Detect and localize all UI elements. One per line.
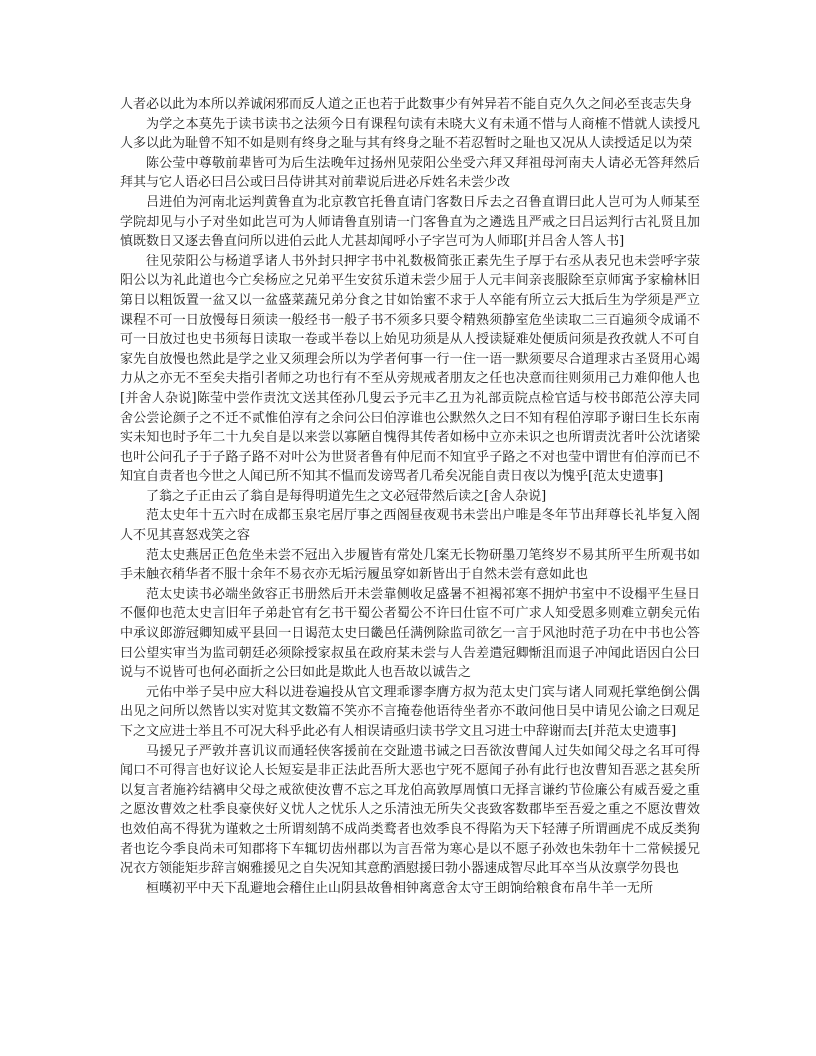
paragraph: 陈公莹中尊敬前辈皆可为后生法晚年过扬州见荥阳公坐受六拜又拜祖母河南夫人请必无答拜然后拜其与它人语必曰吕公或曰吕侍讲其对前辈说后进必斥姓名未尝少改	[120, 155, 700, 191]
document-page	[120, 95, 700, 898]
paragraph: 吕进伯为河南北运判黄鲁直为北京教官托鲁直请门客数日斥去之召鲁直谓曰此人岂可为人师某至学院却见与小子对坐如此岂可为人师请鲁直别请一门客鲁直为之遴选且严戒之曰吕运判行古礼贤且加慎既数日又逐去鲁直问所以进伯云此人尤甚却闻呼小子字岂可为人师耶[并吕舍人答人书]	[120, 194, 700, 250]
paragraph: 范太史读书必端坐敛容正书册然后开未尝靠侧收足盛暑不袒褐祁寒不拥炉书室中不设榻平生昼日不偃仰也范太史言旧年子弟赴官有乞书干蜀公者蜀公不许曰仕宦不可广求人知受恩多则难立朝矣元佑中承议郎游冠卿知威平县回一日谒范太史曰畿邑任满例除监司欲乞一言于风池时范子功在中书也公答曰公望实审当为监司朝廷必须除授家叔虽在政府某未尝与人告差遣冠卿惭沮而退子冲闻此语因白公曰说与不说皆可也何必面折之公曰如此是欺此人也吾故以诚告之	[120, 586, 700, 681]
paragraph: 元佑中举子吴中应大科以进卷遍投从官文理乖谬李膺方叔为范太史门宾与诸人同观托掌绝倒公偶出见之问所以然皆以实对览其文数篇不笑亦不言掩卷他语待坐者亦不敢问他日吴中请见公谕之曰观足下之文应进士举且不可况大科乎此必有人相误请亟归读书学文且习进士中辞谢而去[并范太史遗事]	[120, 684, 700, 739]
paragraph: 人者必以此为本所以养诚闲邪而反人道之正也若于此数事少有舛异若不能自克久久之间必至丧志失身	[120, 97, 693, 112]
paragraph: 为学之本莫先于读书读书之法须今日有课程句读有未晓大义有未通不惜与人商榷不惜就人读授凡人多以此为耻曾不知不如是则有终身之耻与其有终身之耻不若忍暂时之耻也又况从人读授适足以为荣	[120, 116, 700, 152]
paragraph: 马援兄子严敦并喜讥议而通轻侠客援前在交趾遗书诫之曰吾欲汝曹闻人过失如闻父母之名耳可得闻口不可得言也好议论人长短妄是非正法此吾所大恶也宁死不愿闻子孙有此行也汝曹知吾恶之甚矣所以复言者施衿结褵申父母之戒欲使汝曹不忘之耳龙伯高敦厚周慎口无择言谦约节俭廉公有威吾爱之重之愿汝曹效之杜季良豪侠好义忧人之忧乐人之乐清浊无所失父丧致客数郡毕至吾爱之重之不愿汝曹效也效伯高不得犹为谨敕之士所谓刻鹄不成尚类鹜者也效季良不得陷为天下轻薄子所谓画虎不成反类狗者也讫今季良尚未可知郡将下车辄切齿州郡以为言吾常为寒心是以不愿子孙效也朱勃年十二常候援兄况衣方领能矩步辞言娴雅援见之自失况知其意酌酒慰援曰勃小器速成智尽此耳卒当从汝禀学勿畏也	[120, 743, 700, 877]
paragraph: 范太史燕居正色危坐未尝不冠出入步履皆有常处几案无长物研墨刀笔终岁不易其所平生所观书如手未触衣稍华者不服十余年不易衣亦无垢污履虽穿如新皆出于自然未尝有意如此也	[120, 547, 700, 583]
paragraph: 范太史年十五六时在成都玉泉宅居厅事之西阁昼夜观书未尝出户唯是冬年节出拜尊长礼毕复入阁人不见其喜怒戏笑之容	[120, 508, 700, 544]
paragraph: 往见荥阳公与杨道孚诸人书外封只押字书中礼数极简张正素先生子厚于右丞从表兄也未尝呼字荥阳公以为礼此道也今亡矣杨应之兄弟平生安贫乐道未尝少屈于人元丰间亲丧服除至京师寓予家榆林旧第日以粗饭置一盆又以一盆盛菜蔬兄弟分食之甘如饴蜜不求于人卒能有所立云大抵后生为学须是严立课程不可一日放慢每日须读一般经书一般子书不须多只要令精熟须静室危坐读取二三百遍须令成诵不可一日放过也史书须每日读取一卷或半卷以上始见功须是从人授读疑难处便质问须是孜孜就人不可自家先自放慢也然此是学之业又须理会所以为学者何事一行一住一语一默须要尽合道理求古圣贤用心竭力从之亦无不至矣夫指引者师之功也行有不至从旁规戒者朋友之任也决意而往则须用己力难仰他人也[并舍人杂说]陈莹中尝作责沈文送其侄孙几叟云予元丰乙丑为礼部贡院点检官适与校书郎范公淳夫同舍公尝论颜子之不迁不贰惟伯淳有之余问公曰伯淳谁也公默然久之曰不知有程伯淳耶予谢曰生长东南实未知也时予年二十九矣自是以来尝以寡陋自愧得其传者如杨中立亦未识之也所谓责沈者叶公沈诸梁也叶公问孔子于子路子路不对叶公为世贤者鲁有仲尼而不知宜乎子路之不对也莹中谓世有伯淳而已不知宜自责者也今世之人闻已所不知其不愠而发谤骂者几希矣况能自责日夜以为愧乎[范太史遗事]	[120, 253, 700, 485]
paragraph: 了翁之子正由云了翁自是每得明道先生之文必冠带然后读之[舍人杂说]	[146, 488, 547, 504]
paragraph: 桓暵初平中天下乱避地会稽住止山阴县故鲁相钟离意舍太守王朗饷给粮食布帛牛羊一无所	[146, 880, 654, 896]
